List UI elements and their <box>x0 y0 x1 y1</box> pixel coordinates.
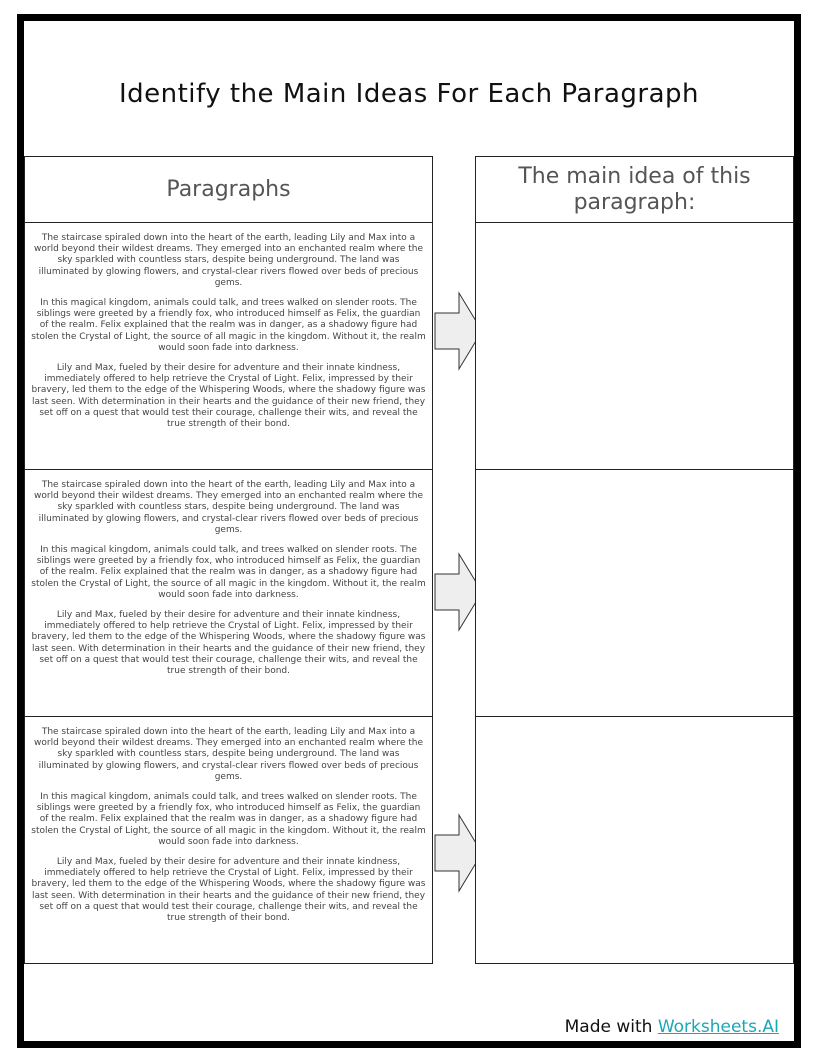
paragraph-row-2 <box>25 470 432 717</box>
main-idea-column <box>475 156 794 964</box>
paragraph-row-3 <box>25 717 432 964</box>
paragraph-text: The staircase spiraled down into the heart of the earth, leading Lily and Max into a world beyond their wildest dreams. They emerged into an enchanted realm where the sky sparkled with countless stars, despite being underground. The land was illuminated by glowing flowers, and crystal-clear rivers flowed over beds of precious gems. <box>34 233 423 288</box>
paragraph-row-1 <box>25 223 432 470</box>
worksheets-ai-link[interactable]: Worksheets.AI <box>657 1017 779 1037</box>
footer-prefix: Made with <box>564 1017 658 1037</box>
paragraph-text: The staircase spiraled down into the heart of the earth, leading Lily and Max into a world beyond their wildest dreams. They emerged into an enchanted realm where the sky sparkled with countless stars, despite being underground. The land was illuminated by glowing flowers, and crystal-clear rivers flowed over beds of precious gems. <box>34 727 423 782</box>
page-title: Identify the Main Ideas For Each Paragraph <box>118 79 700 109</box>
paragraph-text: In this magical kingdom, animals could talk, and trees walked on slender roots. The siblings were greeted by a friendly fox, who introduced himself as Felix, the guardian of the realm. Felix explained that the realm was in danger, as a shadowy figure had stolen the Crystal of Light, the source of all magic in the kingdom. Without it, the realm would soon fade into darkness. <box>31 792 426 847</box>
paragraph-text-block <box>25 223 432 430</box>
footer-credit <box>565 1017 779 1037</box>
paragraph-text: In this magical kingdom, animals could talk, and trees walked on slender roots. The siblings were greeted by a friendly fox, who introduced himself as Felix, the guardian of the realm. Felix explained that the realm was in danger, as a shadowy figure had stolen the Crystal of Light, the source of all magic in the kingdom. Without it, the realm would soon fade into darkness. <box>31 545 426 600</box>
main-idea-answer-box-2[interactable] <box>476 470 793 717</box>
paragraphs-column <box>24 156 433 964</box>
paragraph-text-block <box>25 717 432 924</box>
paragraph-text-block <box>25 470 432 677</box>
paragraph-text: Lily and Max, fueled by their desire for adventure and their innate kindness, immediately offered to help retrieve the Crystal of Light. Felix, impressed by their bravery, led them to the edge of the Whispering Woods, where the shadowy figure was last seen. With determination in their hearts and the guidance of their new friend, they set off on a quest that would test their courage, challenge their wits, and reveal the true strength of their bond. <box>31 857 426 924</box>
worksheet-page <box>17 14 801 1048</box>
main-idea-answer-box-1[interactable] <box>476 223 793 470</box>
paragraph-text: In this magical kingdom, animals could talk, and trees walked on slender roots. The siblings were greeted by a friendly fox, who introduced himself as Felix, the guardian of the realm. Felix explained that the realm was in danger, as a shadowy figure had stolen the Crystal of Light, the source of all magic in the kingdom. Without it, the realm would soon fade into darkness. <box>31 298 426 353</box>
paragraphs-header: Paragraphs <box>25 157 432 223</box>
paragraph-text: The staircase spiraled down into the heart of the earth, leading Lily and Max into a world beyond their wildest dreams. They emerged into an enchanted realm where the sky sparkled with countless stars, despite being underground. The land was illuminated by glowing flowers, and crystal-clear rivers flowed over beds of precious gems. <box>34 480 423 535</box>
main-idea-header: The main idea of this paragraph: <box>476 157 793 223</box>
paragraph-text: Lily and Max, fueled by their desire for adventure and their innate kindness, immediately offered to help retrieve the Crystal of Light. Felix, impressed by their bravery, led them to the edge of the Whispering Woods, where the shadowy figure was last seen. With determination in their hearts and the guidance of their new friend, they set off on a quest that would test their courage, challenge their wits, and reveal the true strength of their bond. <box>31 363 426 430</box>
paragraph-text: Lily and Max, fueled by their desire for adventure and their innate kindness, immediately offered to help retrieve the Crystal of Light. Felix, impressed by their bravery, led them to the edge of the Whispering Woods, where the shadowy figure was last seen. With determination in their hearts and the guidance of their new friend, they set off on a quest that would test their courage, challenge their wits, and reveal the true strength of their bond. <box>31 610 426 677</box>
main-idea-answer-box-3[interactable] <box>476 717 793 964</box>
